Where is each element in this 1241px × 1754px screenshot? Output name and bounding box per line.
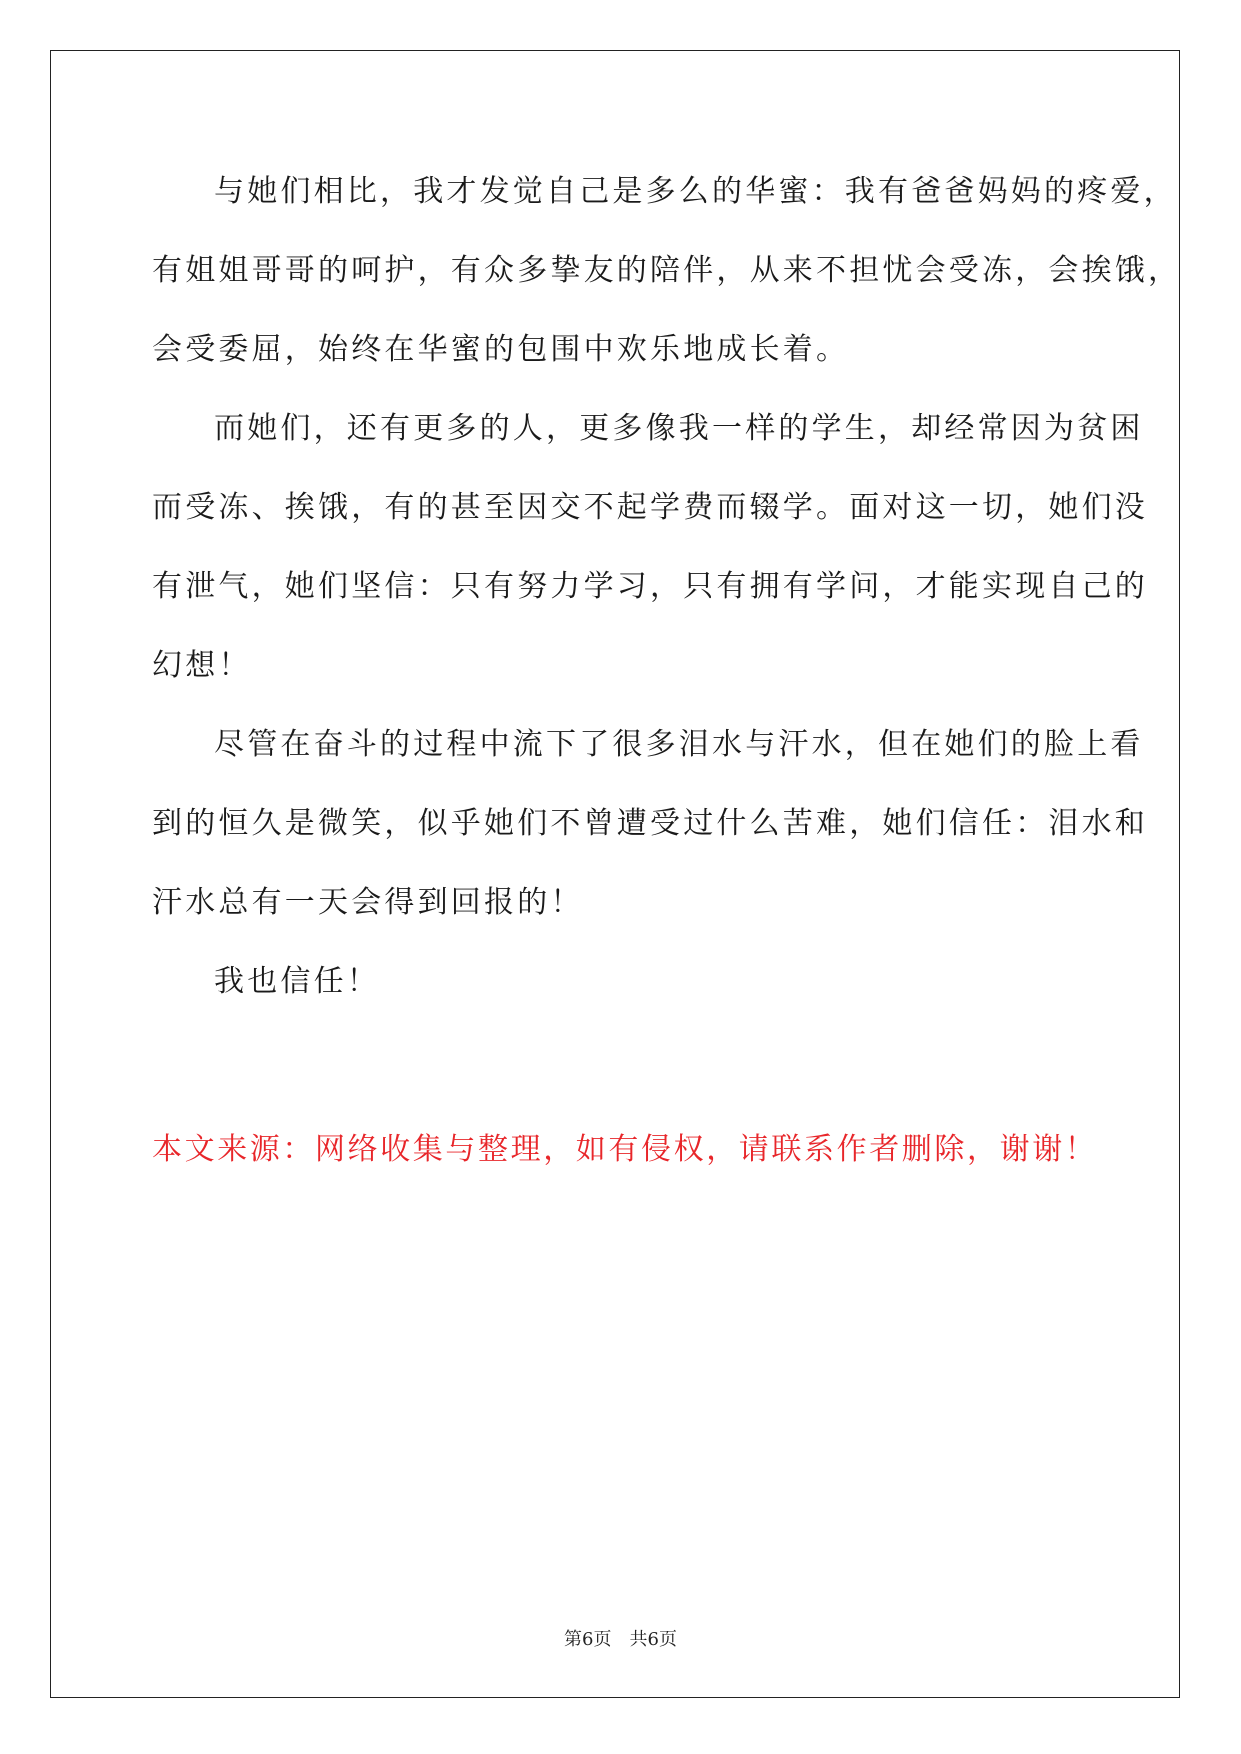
page-number-footer: 第6页 共6页 xyxy=(564,1629,677,1650)
paragraph-2-line-2: 而受冻、挨饿，有的甚至因交不起学费而辍学。面对这一切，她们没 xyxy=(152,490,1148,525)
paragraph-4-line-1: 我也信任！ xyxy=(214,964,380,999)
paragraph-1-line-1: 与她们相比，我才发觉自己是多么的华蜜：我有爸爸妈妈的疼爱， xyxy=(214,174,1177,209)
paragraph-2-line-1: 而她们，还有更多的人，更多像我一样的学生，却经常因为贫困 xyxy=(214,411,1144,446)
paragraph-3-line-3: 汗水总有一天会得到回报的！ xyxy=(152,885,584,920)
paragraph-2-line-4: 幻想！ xyxy=(152,648,252,683)
paragraph-3-line-2: 到的恒久是微笑，似乎她们不曾遭受过什么苦难，她们信任：泪水和 xyxy=(152,806,1148,841)
page-border xyxy=(50,50,1180,1698)
source-note: 本文来源：网络收集与整理，如有侵权，请联系作者删除，谢谢！ xyxy=(152,1132,1098,1167)
paragraph-1-line-3: 会受委屈，始终在华蜜的包围中欢乐地成长着。 xyxy=(152,332,850,367)
paragraph-2-line-3: 有泄气，她们坚信：只有努力学习，只有拥有学问，才能实现自己的 xyxy=(152,569,1148,604)
paragraph-3-line-1: 尽管在奋斗的过程中流下了很多泪水与汗水，但在她们的脸上看 xyxy=(214,727,1144,762)
paragraph-1-line-2: 有姐姐哥哥的呵护，有众多挚友的陪伴，从来不担忧会受冻，会挨饿， xyxy=(152,253,1182,288)
